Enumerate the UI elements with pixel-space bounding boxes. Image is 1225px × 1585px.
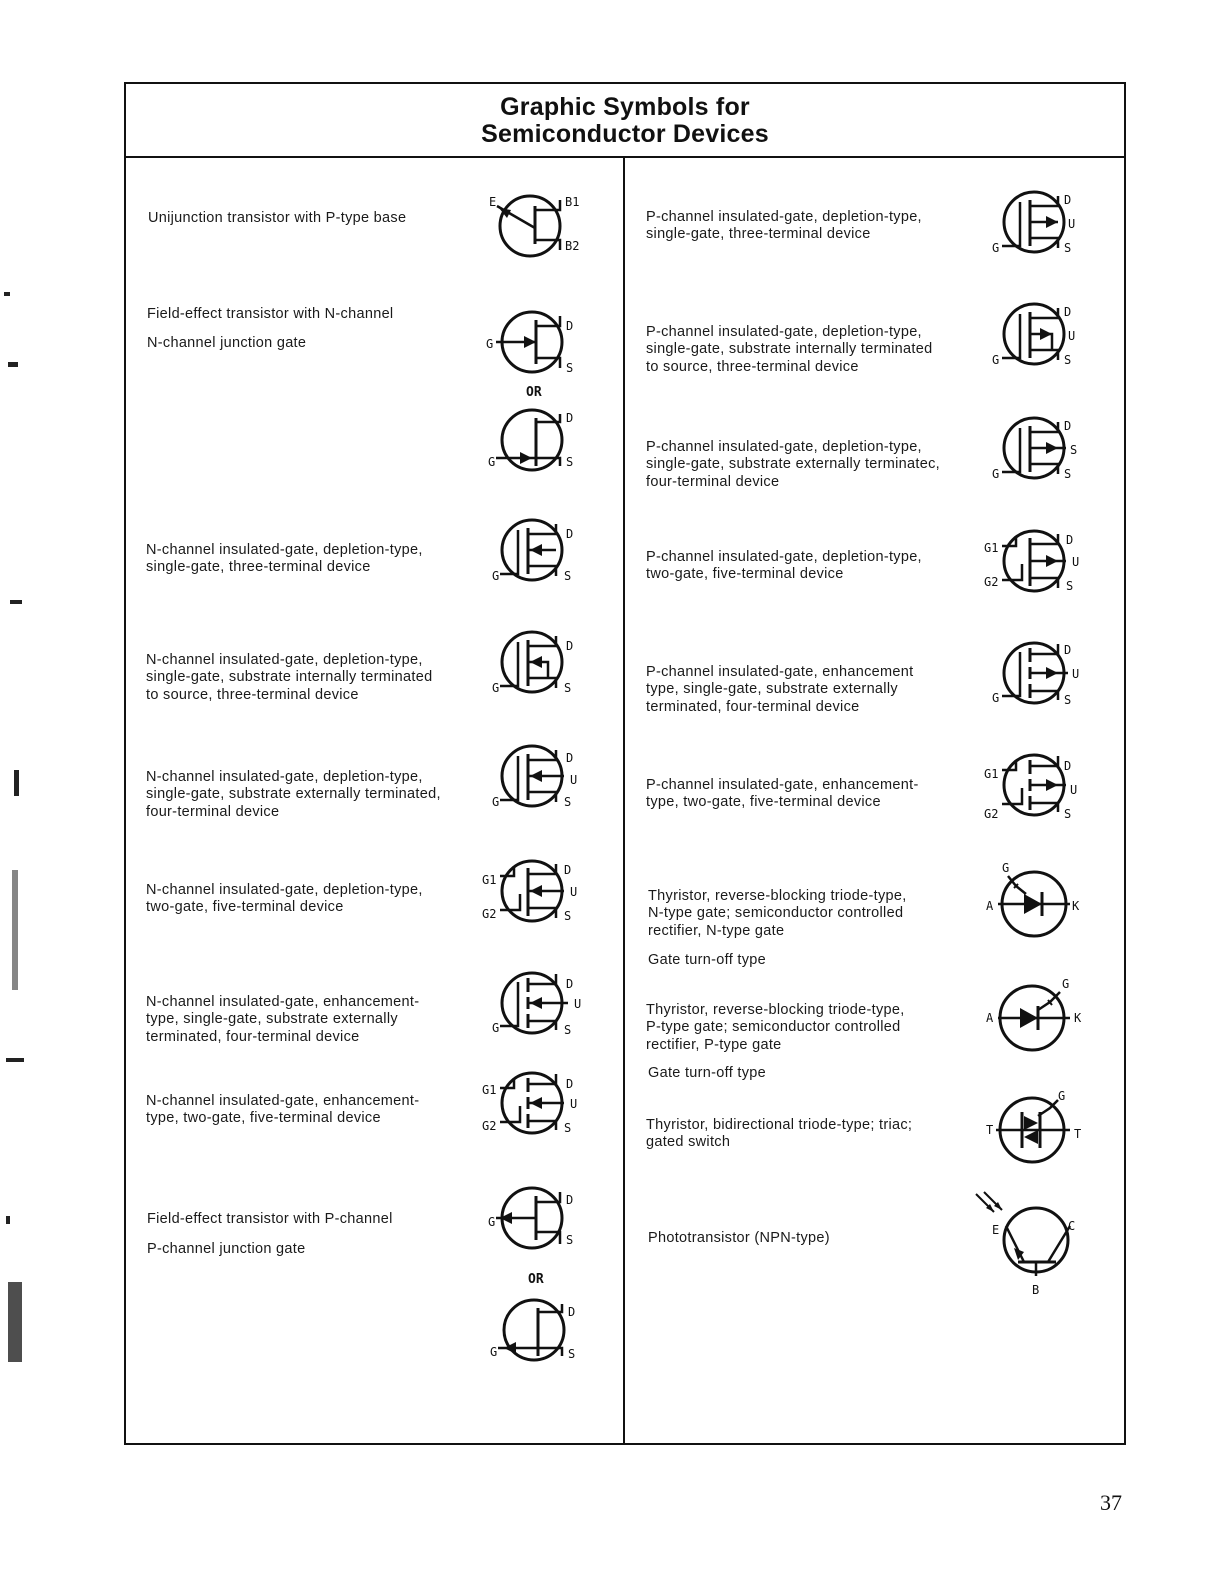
desc-line: N-channel insulated-gate, enhancement-	[146, 1093, 420, 1109]
column-divider	[623, 156, 625, 1443]
label-u: U	[1072, 555, 1080, 569]
desc-n-igfet-dep-internal	[146, 652, 432, 704]
label-d: D	[1064, 643, 1072, 657]
desc-p-igfet-dep-external	[646, 439, 940, 491]
label-s: S	[568, 1347, 576, 1361]
label-s: S	[564, 1121, 572, 1135]
page-number: 37	[1100, 1490, 1122, 1515]
desc-line: P-channel insulated-gate, depletion-type,	[646, 324, 922, 340]
label-k: K	[1074, 1011, 1082, 1025]
phototransistor-symbol	[958, 1190, 1086, 1302]
margin-mark	[10, 600, 22, 604]
desc-line: rectifier, P-type gate	[646, 1036, 782, 1053]
label-d: D	[1066, 533, 1074, 547]
desc-line: type, single-gate, substrate externally	[646, 681, 898, 698]
label-g2: G2	[482, 907, 497, 921]
desc-line: N-channel insulated-gate, depletion-type,	[146, 542, 423, 558]
label-u: U	[570, 773, 578, 787]
desc-line: rectifier, N-type gate	[648, 922, 785, 939]
desc-p-igfet-dep-2gate	[646, 549, 922, 584]
label-s: S	[566, 455, 574, 469]
label-g: G	[492, 795, 500, 809]
label-g2: G2	[984, 807, 999, 821]
desc-line: gated switch	[646, 1134, 731, 1151]
label-a: A	[986, 899, 994, 913]
label-t1: T	[986, 1123, 994, 1137]
n-jfet-symbol-2	[482, 404, 582, 476]
p-jfet-symbol-1	[482, 1182, 582, 1254]
desc-line: single-gate, substrate externally terminated,	[146, 786, 441, 803]
desc-triac	[646, 1117, 912, 1152]
label-g: G	[486, 337, 494, 351]
desc-fet-n-channel	[147, 300, 393, 358]
label-s: S	[566, 361, 574, 375]
unijunction-symbol	[485, 188, 585, 264]
label-g1: G1	[984, 541, 999, 555]
desc-line: N-type gate; semiconductor controlled	[648, 905, 904, 922]
thyristor-n-gate-symbol	[982, 856, 1082, 946]
desc-line: P-channel junction gate	[147, 1241, 306, 1257]
desc-line: terminated, four-terminal device	[646, 698, 860, 715]
desc-line: terminated, four-terminal device	[146, 1028, 360, 1045]
desc-n-igfet-dep-2gate	[146, 882, 423, 917]
margin-mark	[12, 870, 18, 990]
label-g: G	[1002, 861, 1010, 875]
desc-line: two-gate, five-terminal device	[646, 566, 844, 583]
desc-p-igfet-enh-2gate	[646, 777, 919, 812]
label-g: G	[490, 1345, 498, 1359]
desc-line: P-channel insulated-gate, depletion-type,	[646, 209, 922, 225]
label-g: G	[488, 455, 496, 469]
label-d: D	[1064, 759, 1072, 773]
p-jfet-symbol-2	[484, 1294, 584, 1366]
label-g: G	[492, 681, 500, 695]
desc-p-igfet-dep-3t	[646, 209, 922, 244]
desc-line: Field-effect transistor with P-channel	[147, 1211, 393, 1227]
desc-line: P-channel insulated-gate, depletion-type,	[646, 439, 922, 455]
margin-mark	[6, 1058, 24, 1062]
n-igfet-dep-external-symbol	[486, 740, 582, 812]
title-bar	[126, 84, 1124, 158]
desc-line: Field-effect transistor with N-channel	[147, 306, 394, 322]
label-b1: B1	[565, 195, 580, 209]
label-d: D	[566, 1193, 574, 1207]
title-line-2: Semiconductor Devices	[481, 120, 769, 148]
label-b: B	[1032, 1283, 1040, 1297]
margin-mark	[4, 292, 10, 296]
label-d: D	[566, 411, 574, 425]
label-s: S	[1064, 467, 1072, 481]
desc-line: single-gate, substrate externally terminatec,	[646, 456, 940, 473]
label-d: D	[568, 1305, 576, 1319]
n-igfet-dep-2gate-symbol	[480, 854, 584, 928]
label-u: U	[1072, 667, 1080, 681]
n-igfet-dep-3t-symbol	[486, 514, 582, 586]
n-jfet-symbol-1	[482, 306, 582, 378]
desc-line: Thyristor, bidirectional triode-type; triac;	[646, 1117, 913, 1133]
label-g: G	[992, 467, 1000, 481]
label-s: S	[564, 1023, 572, 1037]
desc-unijunction	[148, 210, 406, 227]
desc-line: single-gate, three-terminal device	[646, 226, 871, 243]
label-s: S	[1064, 693, 1072, 707]
desc-line: Thyristor, reverse-blocking triode-type,	[646, 1002, 905, 1018]
desc-line: to source, three-terminal device	[646, 358, 859, 375]
desc-line: P-channel insulated-gate, enhancement-	[646, 777, 919, 793]
label-d: D	[566, 319, 574, 333]
label-u: U	[1070, 783, 1078, 797]
label-s: S	[564, 795, 572, 809]
label-g1: G1	[482, 873, 497, 887]
desc-line: Gate turn-off type	[648, 952, 766, 968]
desc-line: P-channel insulated-gate, depletion-type,	[646, 549, 922, 565]
margin-mark	[6, 1216, 10, 1224]
label-s: S	[564, 909, 572, 923]
desc-p-igfet-enh-1gate	[646, 664, 913, 716]
desc-n-igfet-dep-external	[146, 769, 441, 821]
p-igfet-enh-1gate-symbol	[988, 636, 1088, 710]
label-g: G	[1062, 977, 1070, 991]
p-igfet-enh-2gate-symbol	[982, 748, 1086, 822]
label-g2: G2	[482, 1119, 497, 1133]
label-s: S	[1066, 579, 1074, 593]
label-s-substrate: S	[1070, 443, 1078, 457]
label-g1: G1	[482, 1083, 497, 1097]
desc-line: to source, three-terminal device	[146, 686, 359, 703]
n-igfet-dep-internal-symbol	[486, 626, 582, 698]
page-title	[126, 94, 1124, 148]
label-u: U	[570, 1097, 578, 1111]
desc-line: single-gate, three-terminal device	[146, 559, 371, 576]
label-g: G	[992, 353, 1000, 367]
desc-line: Unijunction transistor with P-type base	[148, 210, 407, 226]
label-d: D	[566, 1077, 574, 1091]
p-igfet-dep-2gate-symbol	[982, 524, 1086, 598]
desc-line: four-terminal device	[146, 803, 280, 820]
label-g2: G2	[984, 575, 999, 589]
desc-line: P-channel insulated-gate, enhancement	[646, 664, 914, 680]
desc-n-igfet-dep-3t	[146, 542, 423, 577]
label-b2: B2	[565, 239, 580, 253]
desc-fet-p-channel	[147, 1204, 393, 1264]
label-d: D	[1064, 419, 1072, 433]
thyristor-p-gate-symbol	[982, 972, 1082, 1058]
label-g: G	[492, 1021, 500, 1035]
label-g1: G1	[984, 767, 999, 781]
desc-p-igfet-dep-internal	[646, 324, 932, 376]
label-s: S	[566, 1233, 574, 1247]
triac-symbol	[982, 1086, 1086, 1168]
label-d: D	[1064, 305, 1072, 319]
label-s: S	[1064, 353, 1072, 367]
desc-n-igfet-enh-2gate	[146, 1093, 419, 1128]
label-d: D	[1064, 193, 1072, 207]
desc-line: N-channel insulated-gate, depletion-type,	[146, 882, 423, 898]
desc-line: Gate turn-off type	[648, 1065, 766, 1081]
desc-line: two-gate, five-terminal device	[146, 899, 344, 916]
desc-line: single-gate, substrate internally terminated	[646, 341, 933, 358]
label-d: D	[564, 863, 572, 877]
label-g: G	[992, 691, 1000, 705]
p-igfet-dep-internal-symbol	[988, 298, 1084, 370]
desc-n-igfet-enh-1gate	[146, 994, 419, 1046]
desc-gate-turn-off-2	[648, 1065, 766, 1082]
margin-mark	[8, 362, 18, 367]
p-igfet-dep-external-symbol	[988, 412, 1084, 484]
label-g: G	[1058, 1089, 1066, 1103]
label-a: A	[986, 1011, 994, 1025]
label-s: S	[1064, 241, 1072, 255]
label-g: G	[488, 1215, 496, 1229]
label-s: S	[1064, 807, 1072, 821]
label-t2: T	[1074, 1127, 1082, 1141]
label-u: U	[570, 885, 578, 899]
label-u: U	[1068, 217, 1076, 231]
label-c: C	[1068, 1219, 1076, 1233]
desc-line: four-terminal device	[646, 473, 780, 490]
label-e: E	[992, 1223, 1000, 1237]
desc-line: Phototransistor (NPN-type)	[648, 1230, 830, 1246]
title-line-1: Graphic Symbols for	[500, 93, 750, 121]
desc-line: N-channel junction gate	[147, 335, 307, 351]
label-s: S	[564, 681, 572, 695]
desc-line: type, two-gate, five-terminal device	[146, 1110, 381, 1127]
label-g: G	[492, 569, 500, 583]
or-label-1: OR	[526, 385, 542, 400]
desc-line: N-channel insulated-gate, enhancement-	[146, 994, 420, 1010]
desc-gate-turn-off-1	[648, 952, 766, 969]
label-d: D	[566, 527, 574, 541]
label-s: S	[564, 569, 572, 583]
or-label-2: OR	[528, 1272, 544, 1287]
label-d: D	[566, 977, 574, 991]
label-e: E	[489, 195, 497, 209]
margin-mark	[8, 1282, 22, 1362]
p-igfet-dep-3t-symbol	[988, 186, 1084, 258]
desc-thyristor-n-gate	[648, 888, 907, 940]
n-igfet-enh-1gate-symbol	[486, 966, 586, 1040]
desc-line: N-channel insulated-gate, depletion-type,	[146, 652, 423, 668]
label-u: U	[574, 997, 582, 1011]
desc-thyristor-p-gate	[646, 1002, 905, 1054]
desc-line: type, two-gate, five-terminal device	[646, 794, 881, 811]
desc-phototransistor	[648, 1230, 830, 1247]
label-d: D	[566, 639, 574, 653]
margin-mark	[14, 770, 19, 796]
desc-line: Thyristor, reverse-blocking triode-type,	[648, 888, 907, 904]
label-u: U	[1068, 329, 1076, 343]
desc-line: N-channel insulated-gate, depletion-type,	[146, 769, 423, 785]
desc-line: P-type gate; semiconductor controlled	[646, 1019, 901, 1036]
n-igfet-enh-2gate-symbol	[480, 1066, 584, 1140]
label-d: D	[566, 751, 574, 765]
desc-line: single-gate, substrate internally terminated	[146, 669, 433, 686]
desc-line: type, single-gate, substrate externally	[146, 1011, 398, 1028]
label-g: G	[992, 241, 1000, 255]
label-k: K	[1072, 899, 1080, 913]
